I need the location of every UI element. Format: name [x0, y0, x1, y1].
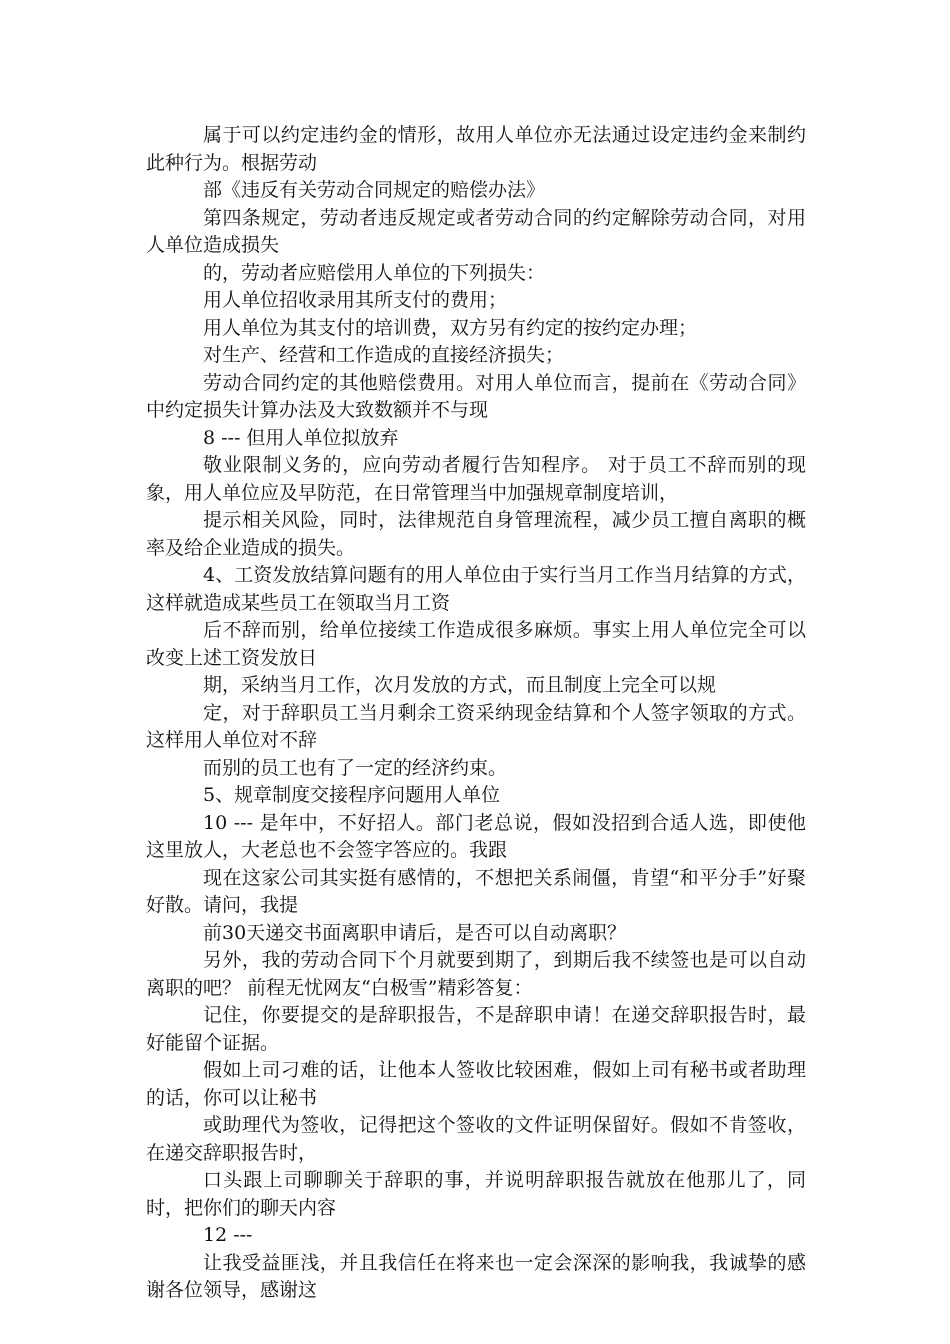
- paragraph: 对生产、经营和工作造成的直接经济损失；: [203, 344, 565, 366]
- paragraph: 或助理代为签收，记得把这个签收的文件证明保留好。假如不肯签收，在递交辞职报告时，: [146, 1114, 806, 1164]
- paragraph: 用人单位招收录用其所支付的费用；: [203, 289, 508, 311]
- paragraph: 第四条规定，劳动者违反规定或者劳动合同的约定解除劳动合同，对用人单位造成损失: [146, 206, 806, 256]
- paragraph: 部《违反有关劳动合同规定的赔偿办法》: [203, 179, 546, 201]
- paragraph: 的，劳动者应赔偿用人单位的下列损失：: [203, 261, 546, 284]
- page-marker: 10 --- 是年中，不好招人。部门老总说，假如没招到合适人选，即使他这里放人，大老总也不会签字答应的。我跟: [146, 811, 806, 861]
- paragraph: 劳动合同约定的其他赔偿费用。对用人单位而言，提前在《劳动合同》中约定损失计算办法及大致数额并不与现: [146, 371, 806, 421]
- paragraph: 让我受益匪浅，并且我信任在将来也一定会深深的影响我，我诚挚的感谢各位领导，感谢这: [146, 1251, 806, 1301]
- paragraph: 期，采纳当月工作，次月发放的方式，而且制度上完全可以规: [203, 674, 717, 696]
- paragraph: 定，对于辞职员工当月剩余工资采纳现金结算和个人签字领取的方式。这样用人单位对不辞: [146, 701, 806, 751]
- paragraph: 4、工资发放结算问题有的用人单位由于实行当月工作当月结算的方式，这样就造成某些员工在领取当月工资: [146, 564, 806, 614]
- paragraph: 5、规章制度交接程序问题用人单位: [203, 784, 501, 806]
- paragraph: 现在这家公司其实挺有感情的，不想把关系闹僵，肯望“和平分手”好聚好散。请问，我提: [146, 866, 806, 916]
- paragraph: 后不辞而别，给单位接续工作造成很多麻烦。事实上用人单位完全可以改变上述工资发放日: [146, 619, 806, 669]
- paragraph: 提示相关风险，同时，法律规范自身管理流程，减少员工擅自离职的概率及给企业造成的损失。: [146, 509, 806, 559]
- paragraph: 另外，我的劳动合同下个月就要到期了，到期后我不续签也是可以自动离职的吧？ 前程无忧网友“白极雪”精彩答复：: [146, 949, 806, 999]
- paragraph: 假如上司刁难的话，让他本人签收比较困难，假如上司有秘书或者助理的话，你可以让秘书: [146, 1059, 806, 1109]
- page-marker: 12 ---: [203, 1224, 253, 1246]
- document-body: [146, 122, 806, 1305]
- paragraph: 记住，你要提交的是辞职报告，不是辞职申请！在递交辞职报告时，最好能留个证据。: [146, 1004, 806, 1054]
- paragraph: 属于可以约定违约金的情形，故用人单位亦无法通过设定违约金来制约此种行为。根据劳动: [146, 124, 806, 174]
- page-marker: 8 --- 但用人单位拟放弃: [203, 426, 399, 449]
- paragraph: 敬业限制义务的，应向劳动者履行告知程序。 对于员工不辞而别的现象，用人单位应及早防范，在日常管理当中加强规章制度培训，: [146, 454, 806, 504]
- paragraph: 口头跟上司聊聊关于辞职的事，并说明辞职报告就放在他那儿了，同时，把你们的聊天内容: [146, 1169, 806, 1219]
- paragraph: 前30天递交书面离职申请后，是否可以自动离职？: [203, 921, 627, 944]
- paragraph: 用人单位为其支付的培训费，双方另有约定的按约定办理；: [203, 316, 698, 339]
- paragraph: 而别的员工也有了一定的经济约束。: [203, 756, 508, 779]
